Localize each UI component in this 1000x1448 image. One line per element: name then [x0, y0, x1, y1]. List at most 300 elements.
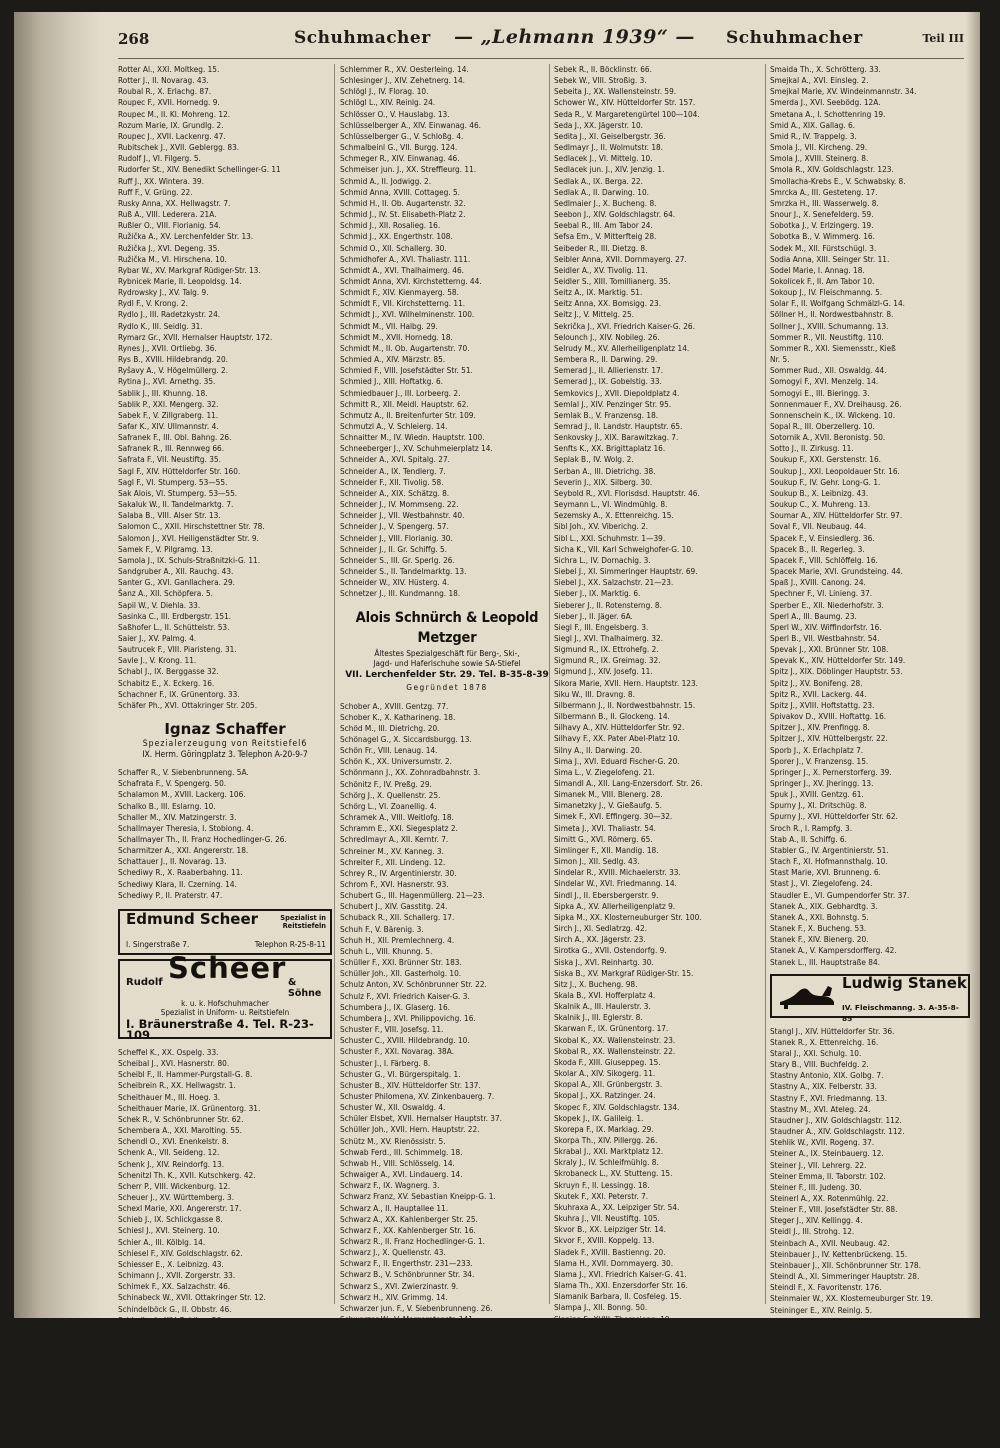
listing-entry: Skorepa F., IX. Markiag. 29.: [554, 1123, 654, 1134]
listing-entry: Skalnik J., III. Eglerstr. 8.: [554, 1012, 643, 1023]
listing-entry: Schindler J., XIV. Robileg. 26.: [118, 1314, 224, 1325]
listing-entry: Smola J., XVIII. Steinerg. 8.: [770, 153, 869, 164]
listing-entry: Stastny A., XIX. Felberstr. 33.: [770, 1081, 878, 1092]
listing-entry: Sperber E., XII. Niederhofstr. 3.: [770, 599, 884, 610]
listing-entry: Schober K., X. Katharineng. 18.: [340, 711, 456, 722]
listing-entry: Schediwy P., II. Praterstr. 47.: [118, 889, 223, 900]
listing-entry: Sommer R., XXI. Siemensstr., Kieß: [770, 342, 896, 353]
listing-entry: Skuhraxa A., XX. Leipziger Str. 54.: [554, 1201, 680, 1212]
listing-entry: Schwarz F., XX. Kahlenberger Str. 16.: [340, 1224, 476, 1235]
listing-entry: Senkovsky J., XIX. Barawitzkag. 7.: [554, 432, 679, 443]
listing-entry: Simon J., XII. Sedlg. 43.: [554, 856, 640, 867]
listing-entry: Rußler O., VIII. Florianig. 54.: [118, 220, 221, 231]
listing-entry: Rybar W., XV. Markgraf Rüdiger-Str. 13.: [118, 264, 261, 275]
listing-entry: Schiesl J., XVI. Steinerg. 10.: [118, 1225, 220, 1236]
listing-entry: Sonnenschein K., IX. Wickeng. 10.: [770, 409, 896, 420]
listing-entry: Stab A., II. Schiffg. 6.: [770, 833, 847, 844]
listing-entry: Silbermann B., II. Glockeng. 14.: [554, 711, 670, 722]
listing-entry: Schramek A., VIII. Weitlofg. 18.: [340, 812, 454, 823]
listing-entry: Schmeger R., XIV. Einwanag. 46.: [340, 153, 460, 164]
listing-entry: Schuh F., V. Bärenig. 3.: [340, 923, 424, 934]
listing-entry: Schüller F., XXI. Brünner Str. 183.: [340, 957, 462, 968]
listing-entry: Semerad J., II. Allierienstr. 17.: [554, 365, 664, 376]
listing-entry: Sakaluk W., II. Tandelmarktg. 7.: [118, 499, 234, 510]
listing-entry: Ruß A., VIII. Lederera. 21A.: [118, 209, 217, 220]
listing-entry: Steiner F., III. Judeng. 30.: [770, 1181, 862, 1192]
listing-entry: Smaida Th., X. Schrötterg. 33.: [770, 64, 881, 74]
listing-entry: Schuh L., VIII. Khunng. 5.: [340, 945, 433, 956]
listing-entry: Salomon J., XVI. Heiligenstädter Str. 9.: [118, 532, 259, 543]
listing-entry: Stast J., VI. Ziegelofeng. 24.: [770, 878, 873, 889]
listing-entry: Steidl J., III. Strohg. 12.: [770, 1226, 855, 1237]
listing-entry: Ružička M., VI. Hirschena. 10.: [118, 253, 227, 264]
listing-entry: Schindelböck G., II. Obbstr. 46.: [118, 1303, 232, 1314]
listing-entry: Smid R., IV. Trappelg. 3.: [770, 130, 857, 141]
listing-entry: Schuster Philomena, XV. Zinkenbauerg. 7.: [340, 1090, 495, 1101]
listing-entry: Schubert J., XIV. Gasstitg. 24.: [340, 901, 448, 912]
listing-entry: Schreiter F., XII. Lindeng. 12.: [340, 856, 446, 867]
listing-entry: Schmid O., XII. Schallerg. 30.: [340, 242, 447, 253]
listing-entry: Schober A., XVIII. Gentzg. 77.: [340, 700, 449, 711]
listing-entry: Schwarz Franz, XV. Sebastian Kneipp-G. 1.: [340, 1191, 496, 1202]
listing-entry: Schwarz J., X. Quellenstr. 43.: [340, 1247, 446, 1258]
listing-entry: Siegl J., XVI. Thalhaimerg. 32.: [554, 632, 664, 643]
listing-entry: Schwarz R., II. Franz Hochedlinger-G. 1.: [340, 1236, 485, 1246]
listing-entry: Rybnicek Marie, II. Leopoldsg. 14.: [118, 275, 242, 286]
listing-entry: Schmid J., IV. St. Elisabeth-Platz 2.: [340, 209, 466, 220]
listing-entry: Steiner A., IX. Steinbauerg. 12.: [770, 1148, 884, 1159]
listing-entry: Sindl J., II. Ebersbergerstr. 9.: [554, 889, 659, 900]
listing-entry: Schlögl J., IV. Florag. 10.: [340, 86, 429, 97]
header-left-title: Schuhmacher: [294, 28, 431, 48]
listing-entry: Staudner J., XIV. Goldschlagstr. 112.: [770, 1114, 902, 1125]
listing-entry: Stanek R., X. Ettenreichg. 16.: [770, 1036, 879, 1047]
listing-entry: Schön Fr., VIII. Lenaug. 14.: [340, 745, 438, 756]
listing-entry: Stejskal A., XVIII. Kurzg. 9.: [770, 1360, 867, 1371]
listing-entry: Schneider F., XII. Tivolig. 58.: [340, 476, 444, 487]
listing-entry: Samola J., IX. Schuls-Straßnitzki-G. 11.: [118, 554, 261, 565]
listing-entry: Schmid J., XX. Engerthstr. 108.: [340, 231, 453, 242]
listing-entry: Schlesinger J., XIV. Zehetnerg. 14.: [340, 75, 465, 86]
listing-entry: Roubal R., X. Erlachg. 87.: [118, 86, 212, 97]
listing-entry: Spacek Marie, XVI. Grundsteing. 44.: [770, 566, 903, 577]
listing-entry: Schörg J., X. Quellenstr. 25.: [340, 789, 441, 800]
ad-tagline: Ältestes Spezialgeschäft für Berg-, Ski-,: [374, 647, 520, 658]
listing-entry: Sedita J., XI. Geiselbergstr. 36.: [554, 130, 666, 141]
ad-company-name: Ignaz Schaffer: [164, 720, 286, 739]
listing-entry: Rydl F., V. Krong. 2.: [118, 298, 188, 309]
listing-entry: Stanek A., V. Kampersdorfferg. 42.: [770, 945, 897, 956]
listing-entry: Skolar A., XIV. Sikogerg. 11.: [554, 1068, 656, 1079]
listing-entry: Söllner H., II. Nordwestbahnstr. 8.: [770, 309, 894, 320]
listing-entry: Semerad J., IX. Gobelstig. 33.: [554, 376, 662, 387]
listing-entry: Sporer J., V. Franzensg. 15.: [770, 755, 869, 766]
listing-entry: Rydrowsky J., XV. Talg. 9.: [118, 287, 209, 298]
listing-entry: Schneeberger J., XV. Schuhmeierplatz 14.: [340, 443, 493, 454]
listing-entry: Seidler S., XIII. Tomillianerg. 35.: [554, 275, 671, 286]
listing-entry: Stejskal J., XX. Rauscherstr. 37.: [770, 1371, 885, 1382]
listing-entry: Rytina J., XVI. Arnethg. 35.: [118, 376, 216, 387]
listing-entry: Schwab H., VIII. Schlösselg. 14.: [340, 1157, 455, 1168]
listing-entry: Sodia Anna, XIII. Seinger Str. 11.: [770, 253, 890, 264]
listing-entry: Scheibrein R., XX. Hellwagstr. 1.: [118, 1080, 236, 1091]
listing-entry: Schuster G., VI. Bürgerspitalg. 1.: [340, 1068, 461, 1079]
listing-entry: Spitz J., XVIII. Hoftstattg. 23.: [770, 699, 875, 710]
listing-entry: Sekrička J., XVI. Friedrich Kaiser-G. 26.: [554, 320, 695, 331]
listing-entry: Schmid H., II. Ob. Augartenstr. 32.: [340, 197, 466, 208]
listing-entry: Sablik P., XXI. Mengerg. 32.: [118, 398, 219, 409]
listing-entry: Schramm E., XXI. Siegesplatz 2.: [340, 823, 458, 834]
listing-entry: Stast Marie, XVI. Brunneng. 6.: [770, 867, 881, 878]
listing-entry: Schimek F., XX. Salzachstr. 46.: [118, 1281, 231, 1292]
listing-entry: Siebel J., XI. Simmeringer Hauptstr. 69.: [554, 566, 698, 577]
listing-entry: Smrcka A., III. Gesteteng. 17.: [770, 186, 878, 197]
ad-telephone: Telephon R-25-8-11: [254, 938, 326, 949]
listing-entry: Schediwy R., X. Raaberbahng. 11.: [118, 867, 243, 878]
listing-entry: Schönagel G., X. Siccardsburgg. 13.: [340, 733, 472, 744]
listing-entry: Steininger E., XIV. Reinlg. 5.: [770, 1304, 873, 1315]
listing-entry: Roupec M., II. Kl. Mohreng. 12.: [118, 108, 231, 119]
listing-entry: Schneider S., II. Tandelmarktg. 13.: [340, 566, 467, 577]
listing-entry: Smola J., VII. Kircheng. 29.: [770, 142, 868, 153]
listing-entry: Schaller M., XIV. Matzingerstr. 3.: [118, 811, 237, 822]
listing-entry: Schiesser E., X. Leibnizg. 43.: [118, 1258, 224, 1269]
listing-entry: Schmidhofer A., XVI. Thaliastr. 111.: [340, 253, 471, 264]
listing-entry: Smejkal Marie, XV. Windeinmannstr. 34.: [770, 86, 917, 97]
listing-entry: Slama J., XVI. Friedrich Kaiser-G. 41.: [554, 1268, 687, 1279]
ad-address: IX. Herm. Göringplatz 3. Telephon A-20-9-7: [142, 750, 308, 761]
listing-entry: Rydlo J., III. Radetzkystr. 24.: [118, 309, 221, 320]
ad-address: VII. Lerchenfelder Str. 29. Tel. B-35-8-39: [345, 669, 549, 680]
listing-entry: Sicha K., VII. Karl Schweighofer-G. 10.: [554, 543, 694, 554]
listing-entry: Sieberer J., II. Rotensterng. 8.: [554, 599, 662, 610]
listing-entry: Schwarz S., XVI. Zwierzinastr. 9.: [340, 1280, 459, 1291]
listing-entry: Nr. 5.: [770, 354, 790, 365]
listing-entry: Schrey R., IV. Argentinierstr. 30.: [340, 867, 457, 878]
listing-entry: Smola R., XIV. Goldschlagstr. 123.: [770, 164, 894, 175]
listing-entry: Schmidt J., XVI. Wilhelminenstr. 100.: [340, 309, 475, 320]
ad-address: I. Singerstraße 7.: [126, 938, 190, 949]
ad-name-suffix: & Söhne: [288, 976, 322, 1000]
listing-entry: Schwarz A., XX. Kahlenberger Str. 25.: [340, 1213, 478, 1224]
listing-entry: Seplak B., IV. Wolg. 2.: [554, 454, 634, 465]
listing-entry: Safrata F., VII. Neustiftg. 35.: [118, 454, 221, 465]
listing-entry: Sommer R., VII. Neustiftg. 110.: [770, 331, 884, 342]
listing-entry: Schlüsselberger A., XIV. Einwanag. 46.: [340, 119, 481, 130]
listing-entry: Selounch J., XIV. Nobileg. 26.: [554, 331, 660, 342]
listing-entry: Sokoup J., IV. Fleischmanng. 5.: [770, 287, 883, 298]
listing-entry: Stanek F., XIV. Bienerg. 20.: [770, 934, 869, 945]
listing-entry: Slama H., XVII. Dornmayerg. 30.: [554, 1257, 674, 1268]
listing-entry: Slechta J., XII. Aßmayerg. 24.: [554, 1391, 662, 1402]
listing-entry: Schwind A., XVIII. Gentzg. 4.: [340, 1425, 445, 1436]
listing-entry: Sablik J., III. Khunng. 18.: [118, 387, 208, 398]
listing-entry: Silbermann J., II. Nordwestbahnstr. 15.: [554, 699, 696, 710]
listing-entry: Schuster F., VIII. Josefsg. 11.: [340, 1024, 444, 1035]
listing-entry: Spitzer J., XIV. Hüttelbergstr. 22.: [770, 733, 888, 744]
listing-entry: Spurny J., XI. Dritschüg. 8.: [770, 800, 867, 811]
listing-entry: Stehlik W., XVII. Rogeng. 37.: [770, 1137, 875, 1148]
listing-entry: Scharmitzer A., XXI. Angererstr. 18.: [118, 845, 249, 856]
listing-entry: Spacek B., II. Regerleg. 3.: [770, 543, 865, 554]
listing-entry: Sezemsky A., X. Ettenreichg. 15.: [554, 510, 674, 521]
listing-entry: Schuster W., XII. Oswaldg. 4.: [340, 1102, 446, 1113]
listing-entry: Serban A., III. Dietrichg. 38.: [554, 465, 656, 476]
listing-entry: Simek F., XVI. Effingerg. 30—32.: [554, 811, 673, 822]
listing-entry: Schmidt M., II. Ob. Augartenstr. 70.: [340, 342, 470, 353]
listing-entry: Stastny Antonio, XIX. Golbg. 7.: [770, 1070, 884, 1081]
listing-entry: Schmidt A., XVI. Thalhaimerg. 46.: [340, 264, 464, 275]
listing-entry: Schenitzl Th. K., XVII. Kutschkerg. 42.: [118, 1169, 256, 1180]
listing-entry: Smetana A., I. Schottenring 19.: [770, 108, 886, 119]
column-2: [340, 64, 554, 1447]
listing-entry: Steger J., XIV. Kellingg. 4.: [770, 1215, 863, 1226]
listing-entry: Schallmayer Th., II. Franz Hochedlinger-G. 26.: [118, 834, 287, 844]
listing-entry: Slavicek F., V. Hauslabg. 16.: [554, 1324, 657, 1335]
listing-entry: Seebal R., III. Am Tabor 24.: [554, 220, 653, 231]
listing-entry: Sollner J., XVIII. Schumanng. 13.: [770, 320, 889, 331]
listing-entry: Schrom F., XVI. Hasnerstr. 93.: [340, 879, 449, 889]
listing-entry: Schwab Ferd., III. Schimmelg. 18.: [340, 1146, 463, 1157]
advertisement-edmund-scheer: [118, 909, 332, 955]
listing-entry: Sefsa Em., V. Mitterfteig 28.: [554, 231, 657, 242]
ad-tagline: k. u. k. Hofschuhmacher: [181, 998, 269, 1008]
listing-entry: Somogyi F., XVI. Menzelg. 14.: [770, 376, 879, 387]
listing-entry: Stejskal J., X. Schrötterg. 5.: [770, 1382, 871, 1393]
advertisement-ludwig-stanek: [770, 973, 970, 1023]
listing-entry: Schmidt Anna, XVI. Kirchstetterng. 44.: [340, 275, 482, 286]
listing-entry: Schinabeck W., XVII. Ottakringer Str. 12.: [118, 1292, 266, 1303]
listing-entry: Skvor F., XVIII. Koppelg. 13.: [554, 1235, 655, 1246]
listing-entry: Schüller Joh., XII. Gasterholg. 10.: [340, 968, 462, 979]
listing-entry: Sedlmaier J., X. Bucheng. 8.: [554, 197, 657, 208]
listing-entry: Scheibl F., II. Hammer-Purgstall-G. 8.: [118, 1069, 253, 1080]
listing-entry: Schörg L., VI. Zoanellig. 4.: [340, 800, 437, 811]
listing-entry: Staral J., XXI. Schulg. 10.: [770, 1047, 862, 1058]
listing-entry: Sladek F., XVIII. Bastienng. 20.: [554, 1246, 666, 1257]
listing-entry: Slampa J., XII. Bonng. 50.: [554, 1302, 648, 1313]
listing-entry: Skopek J., IX. Galileig. 1.: [554, 1112, 644, 1123]
listing-entry: Salomon C., XXII. Hirschstettner Str. 78.: [118, 521, 265, 532]
listing-entry: Spacek F., V. Einsiedlerg. 36.: [770, 532, 875, 543]
listing-entry: Slavik J., X. Erlachg. 112.: [554, 1346, 646, 1357]
listing-entry: Sasinka C., III. Erdbergstr. 151.: [118, 610, 232, 621]
listing-entry: Sindelar R., XVIII. Michaelerstr. 33.: [554, 867, 681, 878]
listing-entry: Scheithauer Marie, IX. Grünentorg. 31.: [118, 1102, 261, 1113]
listing-entry: Stanek A., XXI. Bohnstg. 5.: [770, 911, 869, 922]
listing-entry: Schexl Marie, XXI. Angererstr. 17.: [118, 1203, 242, 1214]
listing-entry: Schmiedbauer J., III. Lorbeerg. 2.: [340, 387, 461, 398]
listing-entry: Stangl J., XIV. Hütteldorfer Str. 36.: [770, 1025, 895, 1036]
page-header: [118, 28, 964, 56]
listing-entry: Spitz R., XVII. Lackerg. 44.: [770, 688, 867, 699]
listing-entry: Schüller Joh., XVII. Hern. Hauptstr. 22.: [340, 1124, 480, 1135]
listing-entry: Sokolicek F., II. Am Tabor 10.: [770, 275, 875, 286]
listing-entry: Schlögl L., XIV. Reinlg. 24.: [340, 97, 436, 108]
listing-entry: Stanek L., III. Hauptstraße 84.: [770, 956, 880, 967]
listing-entry: Schabl J., IX. Berggasse 32.: [118, 666, 219, 677]
listing-entry: Schweda W., XX. Gerhardusg. 33.: [340, 1336, 464, 1347]
listing-entry: Seybold R., XVI. Florisdsd. Hauptstr. 46.: [554, 487, 700, 498]
shoe-icon: [778, 982, 836, 1013]
header-rule: [118, 58, 964, 59]
listing-entry: Skopal J., XX. Ratzinger. 24.: [554, 1090, 656, 1101]
listing-entry: Schütz M., XV. Rienössistr. 5.: [340, 1135, 446, 1146]
listing-entry: Semlak B., V. Franzensg. 18.: [554, 409, 659, 420]
listing-entry: Saier J., XV. Palmg. 4.: [118, 632, 197, 643]
listing-entry: Sibl L., XXI. Schuhmstr. 1—39.: [554, 532, 666, 543]
listing-entry: Silhavy F., XX. Pater Abel-Platz 10.: [554, 733, 680, 744]
listing-entry: Smerda J., XVI. Seebödg. 12A.: [770, 97, 881, 108]
listing-entry: Schöd M., III. Dietrichg. 20.: [340, 722, 440, 733]
listing-entry: Samek F., V. Pilgramg. 13.: [118, 543, 213, 554]
listing-entry: Safar K., XIV. Ullmannstr. 4.: [118, 421, 219, 431]
listing-entry: Steiner Emma, II. Taborstr. 102.: [770, 1170, 886, 1181]
listing-entry: Sembera R., II. Darwing. 29.: [554, 354, 658, 365]
listing-entry: Schüler Elsbet, XVII. Hernalser Hauptstr. 37.: [340, 1113, 503, 1124]
listing-entry: Rotter J., II. Novarag. 43.: [118, 75, 209, 86]
listing-entry: Schneider J., VII. Westbahnstr. 40.: [340, 510, 465, 521]
listing-entry: Simanek M., VIII. Blenerg. 28.: [554, 789, 663, 800]
listing-entry: Spivakov D., XVIII. Hoftattg. 16.: [770, 711, 887, 722]
listing-entry: Sagl F., VI. Stumperg. 53—55.: [118, 476, 228, 487]
listing-entry: Sipka A., XV. Allerheiligenplatz 9.: [554, 900, 676, 911]
listing-entry: Soumar A., XIV. Hütteldorfer Str. 97.: [770, 510, 903, 521]
listing-entry: Schredlmayr A., XII. Kerntr. 7.: [340, 834, 449, 845]
listing-entry: Sautrucek F., VIII. Piaristeng. 31.: [118, 644, 237, 655]
listing-entry: Schmeiser jun. J., XX. Streffleurg. 11.: [340, 164, 477, 175]
listing-entry: Schwarzer jun. F., V. Siebenbrunneng. 26.: [340, 1302, 493, 1313]
listing-entry: Ruff J., XX. Wintera. 39.: [118, 175, 204, 186]
listing-entry: Schmid Anna, XVIII. Cottageg. 5.: [340, 186, 461, 197]
listing-entry: Steininger J., XVIII. Spittelbreiteng. 16.: [770, 1338, 912, 1349]
listing-entry: Soval F., VII. Neubaug. 44.: [770, 521, 867, 532]
listing-entry: Skalnik A., III. Haulerstr. 3.: [554, 1001, 651, 1012]
listing-entry: Staudler E., VI. Gumpendorfer Str. 37.: [770, 889, 910, 900]
listing-entry: Schafrata F., V. Spengerg. 50.: [118, 778, 227, 789]
listing-entry: Schediwy Klara, II. Czerning. 14.: [118, 878, 237, 889]
listing-entry: Siebel J., XX. Salzachstr. 21—23.: [554, 577, 674, 588]
listing-entry: Steindl F., X. Favoritenstr. 176.: [770, 1282, 882, 1293]
listing-entry: Schneider A., XIX. Schätzg. 8.: [340, 487, 450, 498]
listing-entry: Ruff F., V. Grüng. 22.: [118, 186, 193, 197]
listing-entry: Skuhra J., VII. Neustiftg. 105.: [554, 1213, 660, 1224]
listing-entry: Schneider J., II. Gr. Schiffg. 5.: [340, 543, 447, 554]
listing-entry: Slamanik Barbara, II. Cosfeleg. 15.: [554, 1291, 682, 1302]
listing-entry: Schirmbeck J., II. Engerthstr. 183.: [118, 1337, 241, 1347]
listing-entry: Schweiz J., XVI. Habichstg. 13.: [340, 1392, 452, 1403]
listing-entry: Roupec J., XVII. Lackenrg. 47.: [118, 130, 226, 141]
listing-entry: Sporb J., X. Erlachplatz 7.: [770, 744, 864, 755]
listing-entry: Schmidt F., XIV. Kienmayerg. 58.: [340, 287, 459, 298]
listing-entry: Rubitschek J., XVII. Geblergg. 83.: [118, 142, 240, 153]
listing-entry: Spitz J., XV. Bonifeng. 28.: [770, 677, 863, 688]
listing-entry: Sebek W., VIII. Stroßig. 3.: [554, 75, 647, 86]
advertisement-schnuerch-metzger: [340, 608, 554, 693]
listing-entry: Skopec F., XIV. Goldschlagstr. 134.: [554, 1101, 680, 1112]
listing-entry: Simanetzky J., V. Gießaufg. 5.: [554, 800, 662, 811]
listing-entry: Stastny M., XVI. Ateleg. 24.: [770, 1103, 871, 1114]
listing-entry: Seitz A., IX. Marktig. 51.: [554, 287, 643, 298]
listing-entry: Schwarzer W., V. Margaretenstr. 141.: [340, 1314, 476, 1325]
listing-entry: Staudner A., XIV. Goldschlagstr. 112.: [770, 1126, 905, 1137]
listing-entry: Schneider J., V. Spengerg. 57.: [340, 521, 449, 532]
listing-entry: Steinerl A., XX. Rotenmühlg. 22.: [770, 1193, 889, 1203]
listing-entry: Schäfer Ph., XVI. Ottakringer Str. 205.: [118, 699, 258, 710]
listing-entry: Sapil W., V. Diehla. 33.: [118, 599, 201, 610]
listing-entry: Schuster J., I. Färberg. 8.: [340, 1057, 431, 1068]
listing-entry: Silny A., II. Darwing. 20.: [554, 744, 643, 755]
advertisement-rudolf-scheer: [118, 950, 332, 1043]
listing-entry: Schembera A., XXI. Marolting. 55.: [118, 1125, 242, 1136]
listing-entry: Scheuer J., XV. Württemberg. 3.: [118, 1191, 235, 1202]
listing-entry: Seda R., V. Margaretengürtel 100—104.: [554, 108, 700, 119]
listing-entry: Schneider J., IV. Mommseng. 22.: [340, 499, 459, 510]
listing-entry: Schulz F., XVI. Friedrich Kaiser-G. 3.: [340, 990, 470, 1001]
listing-entry: Rudorfer St., XIV. Benedikt Schellinger-G. 11: [118, 164, 281, 175]
listing-entry: Slanina F., XVIII. Theresieng. 19.: [554, 1313, 672, 1324]
listing-entry: Skarwan F., IX. Grünentorg. 17.: [554, 1023, 669, 1034]
header-right-title: Schuhmacher: [726, 28, 863, 48]
listing-entry: Rynes J., XVII. Ortliebg. 36.: [118, 342, 217, 353]
listing-entry: Schmid A., II. Jodwigg. 2.: [340, 175, 432, 186]
listing-entry: Schmied J., XIII. Hoftatkg. 6.: [340, 376, 444, 387]
listing-entry: Spacek F., VIII. Schlöffelg. 16.: [770, 554, 878, 565]
listing-entry: Schek R., V. Schönbrunner Str. 62.: [118, 1113, 244, 1124]
listing-entry: Smrzka H., III. Wasserwelg. 8.: [770, 197, 879, 208]
listing-entry: Sigmund R., IX. Ettrohefg. 2.: [554, 644, 659, 655]
listing-entry: Sopal R., III. Oberzellerg. 10.: [770, 421, 875, 431]
header-center-title: — „Lehmann 1939“ —: [454, 26, 695, 48]
ad-company-name: Ludwig Stanek: [842, 973, 967, 992]
listing-entry: Slavik W., VI. Luftbadg. 15.: [554, 1369, 653, 1380]
listing-entry: Seibler Anna, XVII. Dornmayerg. 27.: [554, 253, 687, 264]
ad-company-name: Scheer: [168, 950, 287, 985]
listing-entry: Schönitz F., IV. Preßg. 29.: [340, 778, 432, 789]
listing-entry: Soukup F., IV. Gehr. Long-G. 1.: [770, 476, 881, 487]
listing-entry: Sedlacek jun. J., XIV. Jenzig. 1.: [554, 164, 665, 175]
listing-entry: Sichra L., IV. Dornachig. 3.: [554, 554, 651, 565]
listing-entry: Steinbauer J., XII. Schönbrunner Str. 178.: [770, 1259, 921, 1270]
column-divider: [334, 64, 335, 1304]
listing-entry: Sebeita J., XX. Wallensteinstr. 59.: [554, 86, 677, 97]
ad-company-name: Alois Schnürch & Leopold Metzger: [355, 609, 539, 646]
listing-entry: Snour J., X. Senefelderg. 59.: [770, 209, 874, 220]
directory-page: [14, 12, 980, 1447]
listing-entry: Schuster C., XVIII. Hildebrandg. 10.: [340, 1035, 470, 1046]
listing-entry: Spechner F., VI. Linieng. 37.: [770, 588, 873, 599]
listing-entry: Sodel Marie, I. Annag. 18.: [770, 264, 865, 275]
listing-entry: Scherr P., VIII. Wickenburg. 12.: [118, 1180, 231, 1191]
listing-entry: Simitt G., XVI. Römerg. 65.: [554, 833, 653, 844]
listing-entry: Sperl A., III. Baumg. 23.: [770, 610, 857, 621]
listing-entry: Slavik J., XIV. Reinlg. 11.: [554, 1335, 643, 1346]
listing-entry: Sobotka J., V. Erlzingerg. 19.: [770, 220, 874, 231]
listing-entry: Slanecek A., XX. Wallensteinstr. 28.: [554, 1402, 685, 1413]
listing-entry: Scheibal J., XVI. Hasnerstr. 80.: [118, 1058, 230, 1069]
listing-entry: Steinbauer J., IV. Kettenbrückeng. 15.: [770, 1248, 908, 1259]
listing-entry: Sperl B., VII. Westbahnstr. 54.: [770, 632, 880, 643]
listing-entry: Schmutzl A., V. Schleierg. 14.: [340, 421, 448, 431]
listing-entry: Simlinger F., XII. Mandig. 18.: [554, 844, 659, 855]
listing-entry: Scheffel K., XX. Ospelg. 33.: [118, 1046, 219, 1057]
listing-entry: Skraly J., IV. Schleifmühlg. 8.: [554, 1157, 659, 1168]
listing-entry: Sebek R., II. Böcklinstr. 66.: [554, 64, 652, 74]
listing-entry: Sedlak A., II. Darwing. 10.: [554, 186, 649, 197]
listing-entry: Selrudy M., XV. Allerheiligenplatz 14.: [554, 342, 690, 353]
column-1: [118, 64, 332, 1359]
listing-entry: Schwarz F., II. Engerthstr. 231—233.: [340, 1258, 473, 1269]
